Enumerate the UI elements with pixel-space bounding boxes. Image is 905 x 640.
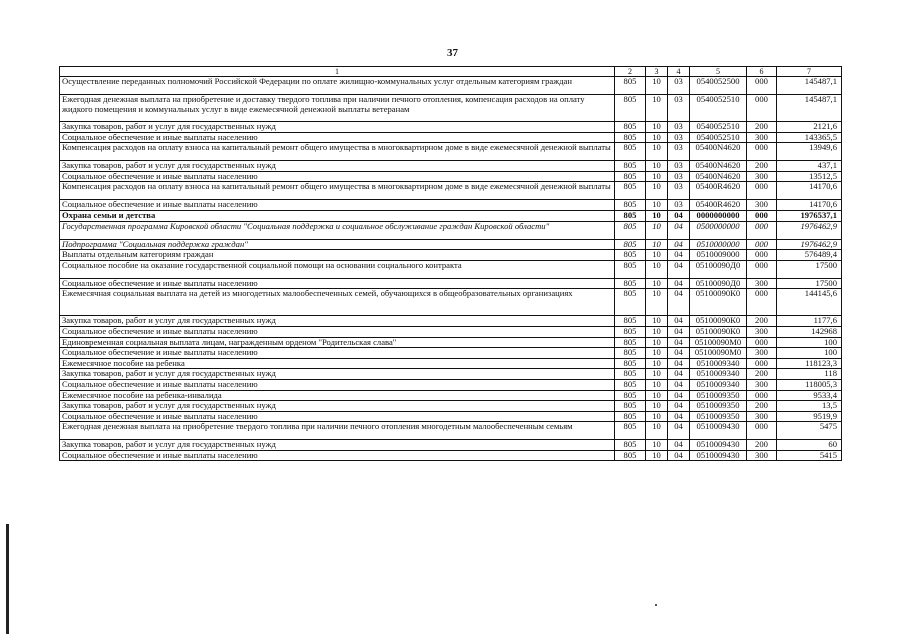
cell-pr: 04 [668,358,690,369]
cell-sum: 9519,9 [777,411,842,422]
cell-ved: 805 [615,132,646,143]
cell-sum: 13,5 [777,401,842,412]
cell-vr: 300 [747,200,777,211]
cell-pr: 03 [668,122,690,133]
cell-sum: 14170,6 [777,200,842,211]
cell-rz: 10 [646,348,668,359]
cell-pr: 03 [668,182,690,200]
cell-rz: 10 [646,221,668,239]
cell-sum: 13949,6 [777,143,842,161]
cell-ved: 805 [615,369,646,380]
cell-ved: 805 [615,210,646,221]
column-header-pr: 4 [668,67,690,77]
cell-vr: 300 [747,132,777,143]
cell-ved: 805 [615,77,646,95]
cell-sum: 13512,5 [777,171,842,182]
cell-csr: 0540052510 [690,132,747,143]
cell-vr: 300 [747,450,777,461]
cell-name: Социальное обеспечение и иные выплаты населению [60,171,615,182]
cell-rz: 10 [646,326,668,337]
cell-sum: 143365,5 [777,132,842,143]
table-row [60,122,842,133]
table-row [60,401,842,412]
cell-sum: 576489,4 [777,250,842,261]
cell-sum: 145487,1 [777,95,842,122]
cell-ved: 805 [615,278,646,289]
cell-pr: 04 [668,250,690,261]
table-row [60,77,842,95]
table-row [60,326,842,337]
cell-sum: 2121,6 [777,122,842,133]
cell-ved: 805 [615,182,646,200]
cell-csr: 0510009430 [690,422,747,440]
table-row [60,143,842,161]
cell-csr: 0500000000 [690,221,747,239]
table-row [60,210,842,221]
cell-ved: 805 [615,316,646,327]
cell-vr: 200 [747,161,777,172]
table-row [60,369,842,380]
cell-rz: 10 [646,250,668,261]
table-row [60,316,842,327]
cell-vr: 000 [747,260,777,278]
table-row [60,260,842,278]
cell-ved: 805 [615,95,646,122]
table-row [60,161,842,172]
cell-sum: 5475 [777,422,842,440]
cell-sum: 144145,6 [777,289,842,316]
cell-name: Ежегодная денежная выплата на приобретение твердого топлива при наличии печного отопления многодетным малообеспеченным семьям [60,422,615,440]
cell-vr: 000 [747,390,777,401]
cell-pr: 04 [668,369,690,380]
cell-name: Подпрограмма "Социальная поддержка граждан" [60,239,615,250]
scan-speck [655,604,657,606]
cell-rz: 10 [646,450,668,461]
page-number: 37 [447,47,458,59]
cell-pr: 04 [668,390,690,401]
cell-pr: 04 [668,326,690,337]
cell-ved: 805 [615,411,646,422]
cell-csr: 0510009340 [690,369,747,380]
cell-sum: 100 [777,348,842,359]
cell-name: Охрана семьи и детства [60,210,615,221]
cell-name: Компенсация расходов на оплату взноса на капитальный ремонт общего имущества в многоквартирном доме в виде ежемесячной денежной выплаты [60,143,615,161]
cell-pr: 04 [668,440,690,451]
cell-sum: 1976537,1 [777,210,842,221]
cell-ved: 805 [615,450,646,461]
cell-ved: 805 [615,422,646,440]
cell-ved: 805 [615,379,646,390]
cell-sum: 1976462,9 [777,221,842,239]
cell-rz: 10 [646,210,668,221]
cell-pr: 04 [668,348,690,359]
cell-csr: 0510009340 [690,358,747,369]
cell-sum: 100 [777,337,842,348]
cell-ved: 805 [615,401,646,412]
cell-ved: 805 [615,440,646,451]
cell-ved: 805 [615,326,646,337]
cell-rz: 10 [646,337,668,348]
table-row [60,348,842,359]
cell-sum: 17500 [777,278,842,289]
cell-ved: 805 [615,250,646,261]
cell-ved: 805 [615,348,646,359]
table-row [60,440,842,451]
cell-vr: 000 [747,95,777,122]
table-row [60,239,842,250]
cell-vr: 300 [747,348,777,359]
cell-csr: 05100090К0 [690,326,747,337]
table-row [60,221,842,239]
cell-rz: 10 [646,200,668,211]
cell-sum: 142968 [777,326,842,337]
cell-ved: 805 [615,358,646,369]
cell-name: Социальное обеспечение и иные выплаты населению [60,200,615,211]
cell-pr: 03 [668,77,690,95]
cell-rz: 10 [646,95,668,122]
cell-name: Ежегодная денежная выплата на приобретение и доставку твердого топлива при наличии печного отопления, компенсация расходов на оплату жидкого помещения и коммунальных услуг в виде ежемесячной денежной выплаты ветеранам [60,95,615,122]
cell-sum: 9533,4 [777,390,842,401]
cell-vr: 000 [747,250,777,261]
cell-name: Осуществление переданных полномочий Российской Федерации по оплате жилищно-коммунальных услуг отдельным категориям граждан [60,77,615,95]
cell-csr: 0510009340 [690,379,747,390]
cell-csr: 0540052510 [690,95,747,122]
cell-ved: 805 [615,200,646,211]
cell-vr: 000 [747,143,777,161]
cell-csr: 0540052510 [690,122,747,133]
cell-rz: 10 [646,278,668,289]
cell-pr: 04 [668,316,690,327]
cell-pr: 03 [668,171,690,182]
cell-vr: 200 [747,122,777,133]
cell-vr: 000 [747,239,777,250]
cell-rz: 10 [646,143,668,161]
cell-csr: 0000000000 [690,210,747,221]
cell-sum: 437,1 [777,161,842,172]
cell-sum: 17500 [777,260,842,278]
table-header-row [60,67,842,77]
cell-sum: 14170,6 [777,182,842,200]
cell-csr: 05400R4620 [690,182,747,200]
cell-rz: 10 [646,379,668,390]
cell-name: Единовременная социальная выплата лицам, награжденным орденом "Родительская слава" [60,337,615,348]
cell-ved: 805 [615,143,646,161]
cell-vr: 300 [747,326,777,337]
cell-vr: 300 [747,171,777,182]
cell-rz: 10 [646,422,668,440]
table-row [60,422,842,440]
table-row [60,250,842,261]
cell-pr: 04 [668,221,690,239]
cell-pr: 04 [668,401,690,412]
cell-csr: 0510009430 [690,440,747,451]
cell-vr: 200 [747,440,777,451]
table-row [60,379,842,390]
cell-sum: 118 [777,369,842,380]
table-row [60,289,842,316]
cell-pr: 04 [668,379,690,390]
budget-table [59,66,842,461]
cell-vr: 200 [747,369,777,380]
cell-ved: 805 [615,221,646,239]
cell-rz: 10 [646,401,668,412]
cell-ved: 805 [615,122,646,133]
cell-vr: 000 [747,182,777,200]
cell-name: Выплаты отдельным категориям граждан [60,250,615,261]
cell-name: Ежемесячная социальная выплата на детей из многодетных малообеспеченных семей, обучающихся в общеобразовательных организациях [60,289,615,316]
cell-csr: 0510009350 [690,390,747,401]
cell-sum: 5415 [777,450,842,461]
cell-csr: 05100090К0 [690,316,747,327]
column-header-name: 1 [60,67,615,77]
cell-name: Ежемесячное пособие на ребенка [60,358,615,369]
cell-name: Компенсация расходов на оплату взноса на капитальный ремонт общего имущества в многоквартирном доме в виде ежемесячной денежной выплаты [60,182,615,200]
cell-vr: 000 [747,337,777,348]
cell-rz: 10 [646,260,668,278]
cell-name: Ежемесячное пособие на ребенка-инвалида [60,390,615,401]
column-header-rz: 3 [646,67,668,77]
table-row [60,358,842,369]
table-row [60,337,842,348]
cell-sum: 145487,1 [777,77,842,95]
cell-rz: 10 [646,369,668,380]
cell-name: Закупка товаров, работ и услуг для государственных нужд [60,440,615,451]
table-row [60,182,842,200]
cell-pr: 04 [668,422,690,440]
cell-csr: 05400N4620 [690,161,747,172]
cell-vr: 300 [747,411,777,422]
cell-sum: 1177,6 [777,316,842,327]
cell-csr: 05400R4620 [690,200,747,211]
table-row [60,450,842,461]
cell-name: Социальное обеспечение и иные выплаты населению [60,379,615,390]
table-row [60,132,842,143]
cell-vr: 000 [747,221,777,239]
cell-name: Социальное обеспечение и иные выплаты населению [60,348,615,359]
cell-ved: 805 [615,161,646,172]
cell-name: Социальное обеспечение и иные выплаты населению [60,411,615,422]
cell-csr: 0510009350 [690,411,747,422]
cell-pr: 03 [668,161,690,172]
cell-csr: 0540052500 [690,77,747,95]
cell-vr: 000 [747,358,777,369]
cell-csr: 05100090К0 [690,289,747,316]
cell-csr: 05400N4620 [690,143,747,161]
cell-name: Социальное обеспечение и иные выплаты населению [60,132,615,143]
cell-csr: 0510009350 [690,401,747,412]
cell-rz: 10 [646,77,668,95]
cell-rz: 10 [646,358,668,369]
cell-pr: 04 [668,411,690,422]
cell-pr: 04 [668,337,690,348]
table-row [60,171,842,182]
cell-vr: 300 [747,379,777,390]
cell-ved: 805 [615,289,646,316]
cell-name: Закупка товаров, работ и услуг для государственных нужд [60,369,615,380]
column-header-sum: 7 [777,67,842,77]
cell-pr: 03 [668,200,690,211]
cell-csr: 05100090М0 [690,337,747,348]
cell-pr: 03 [668,132,690,143]
column-header-vr: 6 [747,67,777,77]
cell-pr: 04 [668,450,690,461]
table-row [60,278,842,289]
cell-name: Социальное обеспечение и иные выплаты населению [60,450,615,461]
cell-vr: 300 [747,278,777,289]
cell-name: Государственная программа Кировской области "Социальная поддержка и социальное обслуживание граждан Кировской области" [60,221,615,239]
cell-pr: 04 [668,278,690,289]
cell-vr: 200 [747,401,777,412]
cell-ved: 805 [615,337,646,348]
cell-csr: 0510000000 [690,239,747,250]
cell-rz: 10 [646,289,668,316]
cell-vr: 000 [747,77,777,95]
cell-csr: 05400N4620 [690,171,747,182]
cell-pr: 03 [668,143,690,161]
cell-sum: 1976462,9 [777,239,842,250]
cell-rz: 10 [646,411,668,422]
cell-rz: 10 [646,122,668,133]
cell-name: Социальное обеспечение и иные выплаты населению [60,278,615,289]
cell-pr: 04 [668,239,690,250]
cell-csr: 05100090Д0 [690,260,747,278]
cell-rz: 10 [646,132,668,143]
table-row [60,411,842,422]
cell-name: Социальное пособие на оказание государственной социальной помощи на основании социального контракта [60,260,615,278]
cell-sum: 60 [777,440,842,451]
cell-vr: 000 [747,422,777,440]
cell-csr: 0510009000 [690,250,747,261]
cell-rz: 10 [646,390,668,401]
cell-vr: 000 [747,210,777,221]
cell-ved: 805 [615,390,646,401]
cell-rz: 10 [646,316,668,327]
cell-rz: 10 [646,440,668,451]
cell-pr: 04 [668,210,690,221]
column-header-ved: 2 [615,67,646,77]
cell-vr: 000 [747,289,777,316]
cell-name: Закупка товаров, работ и услуг для государственных нужд [60,316,615,327]
cell-rz: 10 [646,171,668,182]
cell-rz: 10 [646,161,668,172]
cell-csr: 05100090Д0 [690,278,747,289]
cell-csr: 0510009430 [690,450,747,461]
cell-pr: 03 [668,95,690,122]
cell-name: Закупка товаров, работ и услуг для государственных нужд [60,122,615,133]
scan-margin-mark [6,524,9,634]
cell-ved: 805 [615,239,646,250]
cell-pr: 04 [668,260,690,278]
table-row [60,95,842,122]
column-header-csr: 5 [690,67,747,77]
cell-csr: 05100090М0 [690,348,747,359]
cell-sum: 118123,3 [777,358,842,369]
cell-name: Социальное обеспечение и иные выплаты населению [60,326,615,337]
cell-rz: 10 [646,182,668,200]
cell-vr: 200 [747,316,777,327]
table-row [60,200,842,211]
cell-sum: 118005,3 [777,379,842,390]
cell-ved: 805 [615,260,646,278]
cell-name: Закупка товаров, работ и услуг для государственных нужд [60,161,615,172]
cell-rz: 10 [646,239,668,250]
table-row [60,390,842,401]
cell-name: Закупка товаров, работ и услуг для государственных нужд [60,401,615,412]
cell-ved: 805 [615,171,646,182]
cell-pr: 04 [668,289,690,316]
